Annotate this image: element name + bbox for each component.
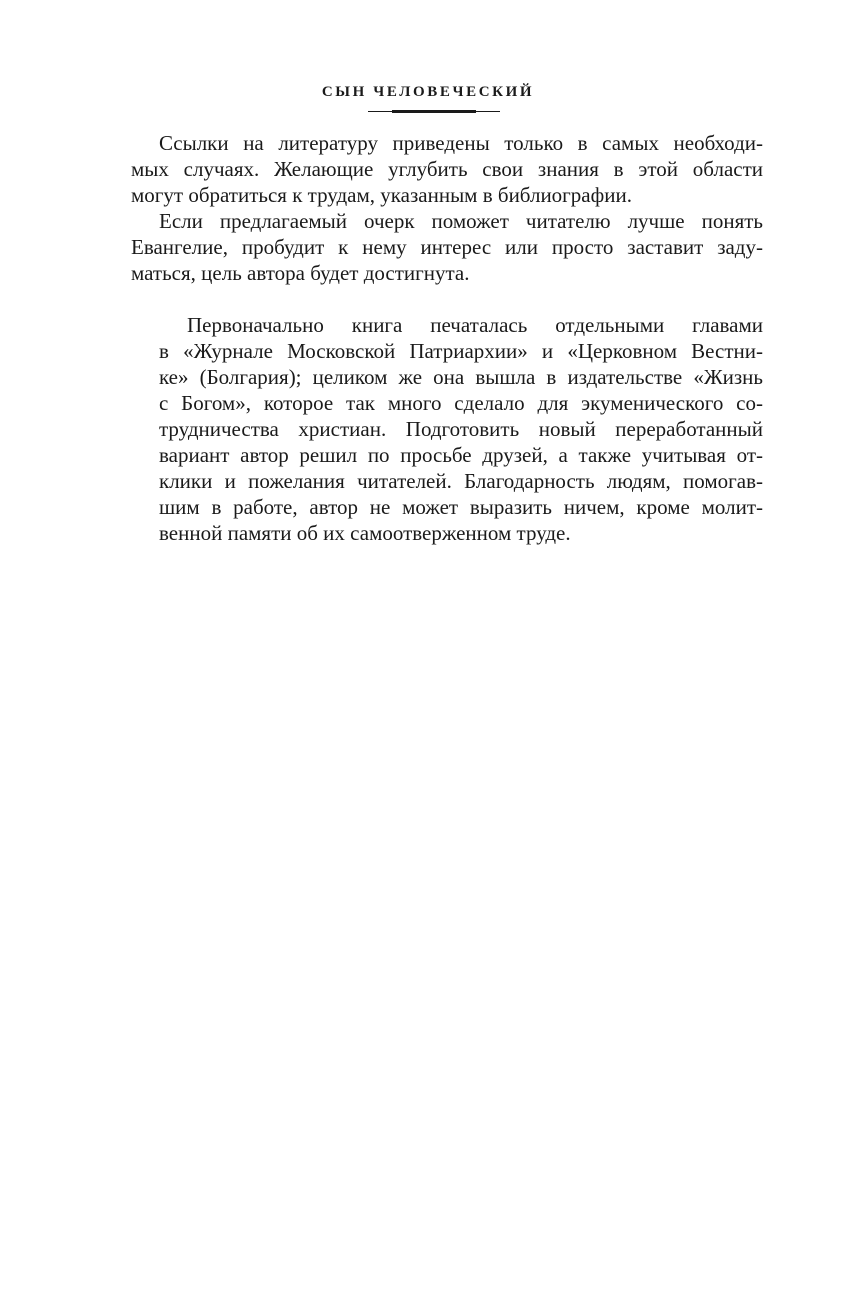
text-line: Ссылки на литературу приведены только в самых необходи- [159, 131, 763, 155]
text-line: клики и пожелания читателей. Благодарность людям, помогав- [159, 469, 763, 493]
publication-note [159, 312, 763, 546]
text-line: шим в работе, автор не может выразить ничем, кроме молит- [159, 495, 763, 519]
text-line: венной памяти об их самоотверженном труде. [159, 521, 571, 545]
main-text [131, 130, 763, 286]
text-line: Если предлагаемый очерк поможет читателю лучше понять [159, 209, 763, 233]
running-head-title: СЫН ЧЕЛОВЕЧЕСКИЙ [321, 84, 535, 100]
text-line: маться, цель автора будет достигнута. [131, 261, 470, 285]
ornament-thick-line [392, 110, 476, 113]
paragraph-author-goal [131, 208, 763, 286]
text-line: вариант автор решил по просьбе друзей, а также учитывая от- [159, 443, 763, 467]
text-line: в «Журнале Московской Патриархии» и «Церковном Вестни- [159, 339, 763, 363]
text-line: ке» (Болгария); целиком же она вышла в издательстве «Жизнь [159, 365, 763, 389]
text-line: Евангелие, пробудит к нему интерес или просто заставит заду- [131, 235, 763, 259]
text-line: могут обратиться к трудам, указанным в библиографии. [131, 183, 632, 207]
text-line: Первоначально книга печаталась отдельными главами [187, 313, 763, 337]
text-line: с Богом», которое так много сделало для экуменического со- [159, 391, 763, 415]
text-line: мых случаях. Желающие углубить свои знания в этой области [131, 157, 763, 181]
text-line: трудничества христиан. Подготовить новый переработанный [159, 417, 763, 441]
paragraph-literature-references [131, 130, 763, 208]
header-ornament-rule [368, 110, 500, 113]
